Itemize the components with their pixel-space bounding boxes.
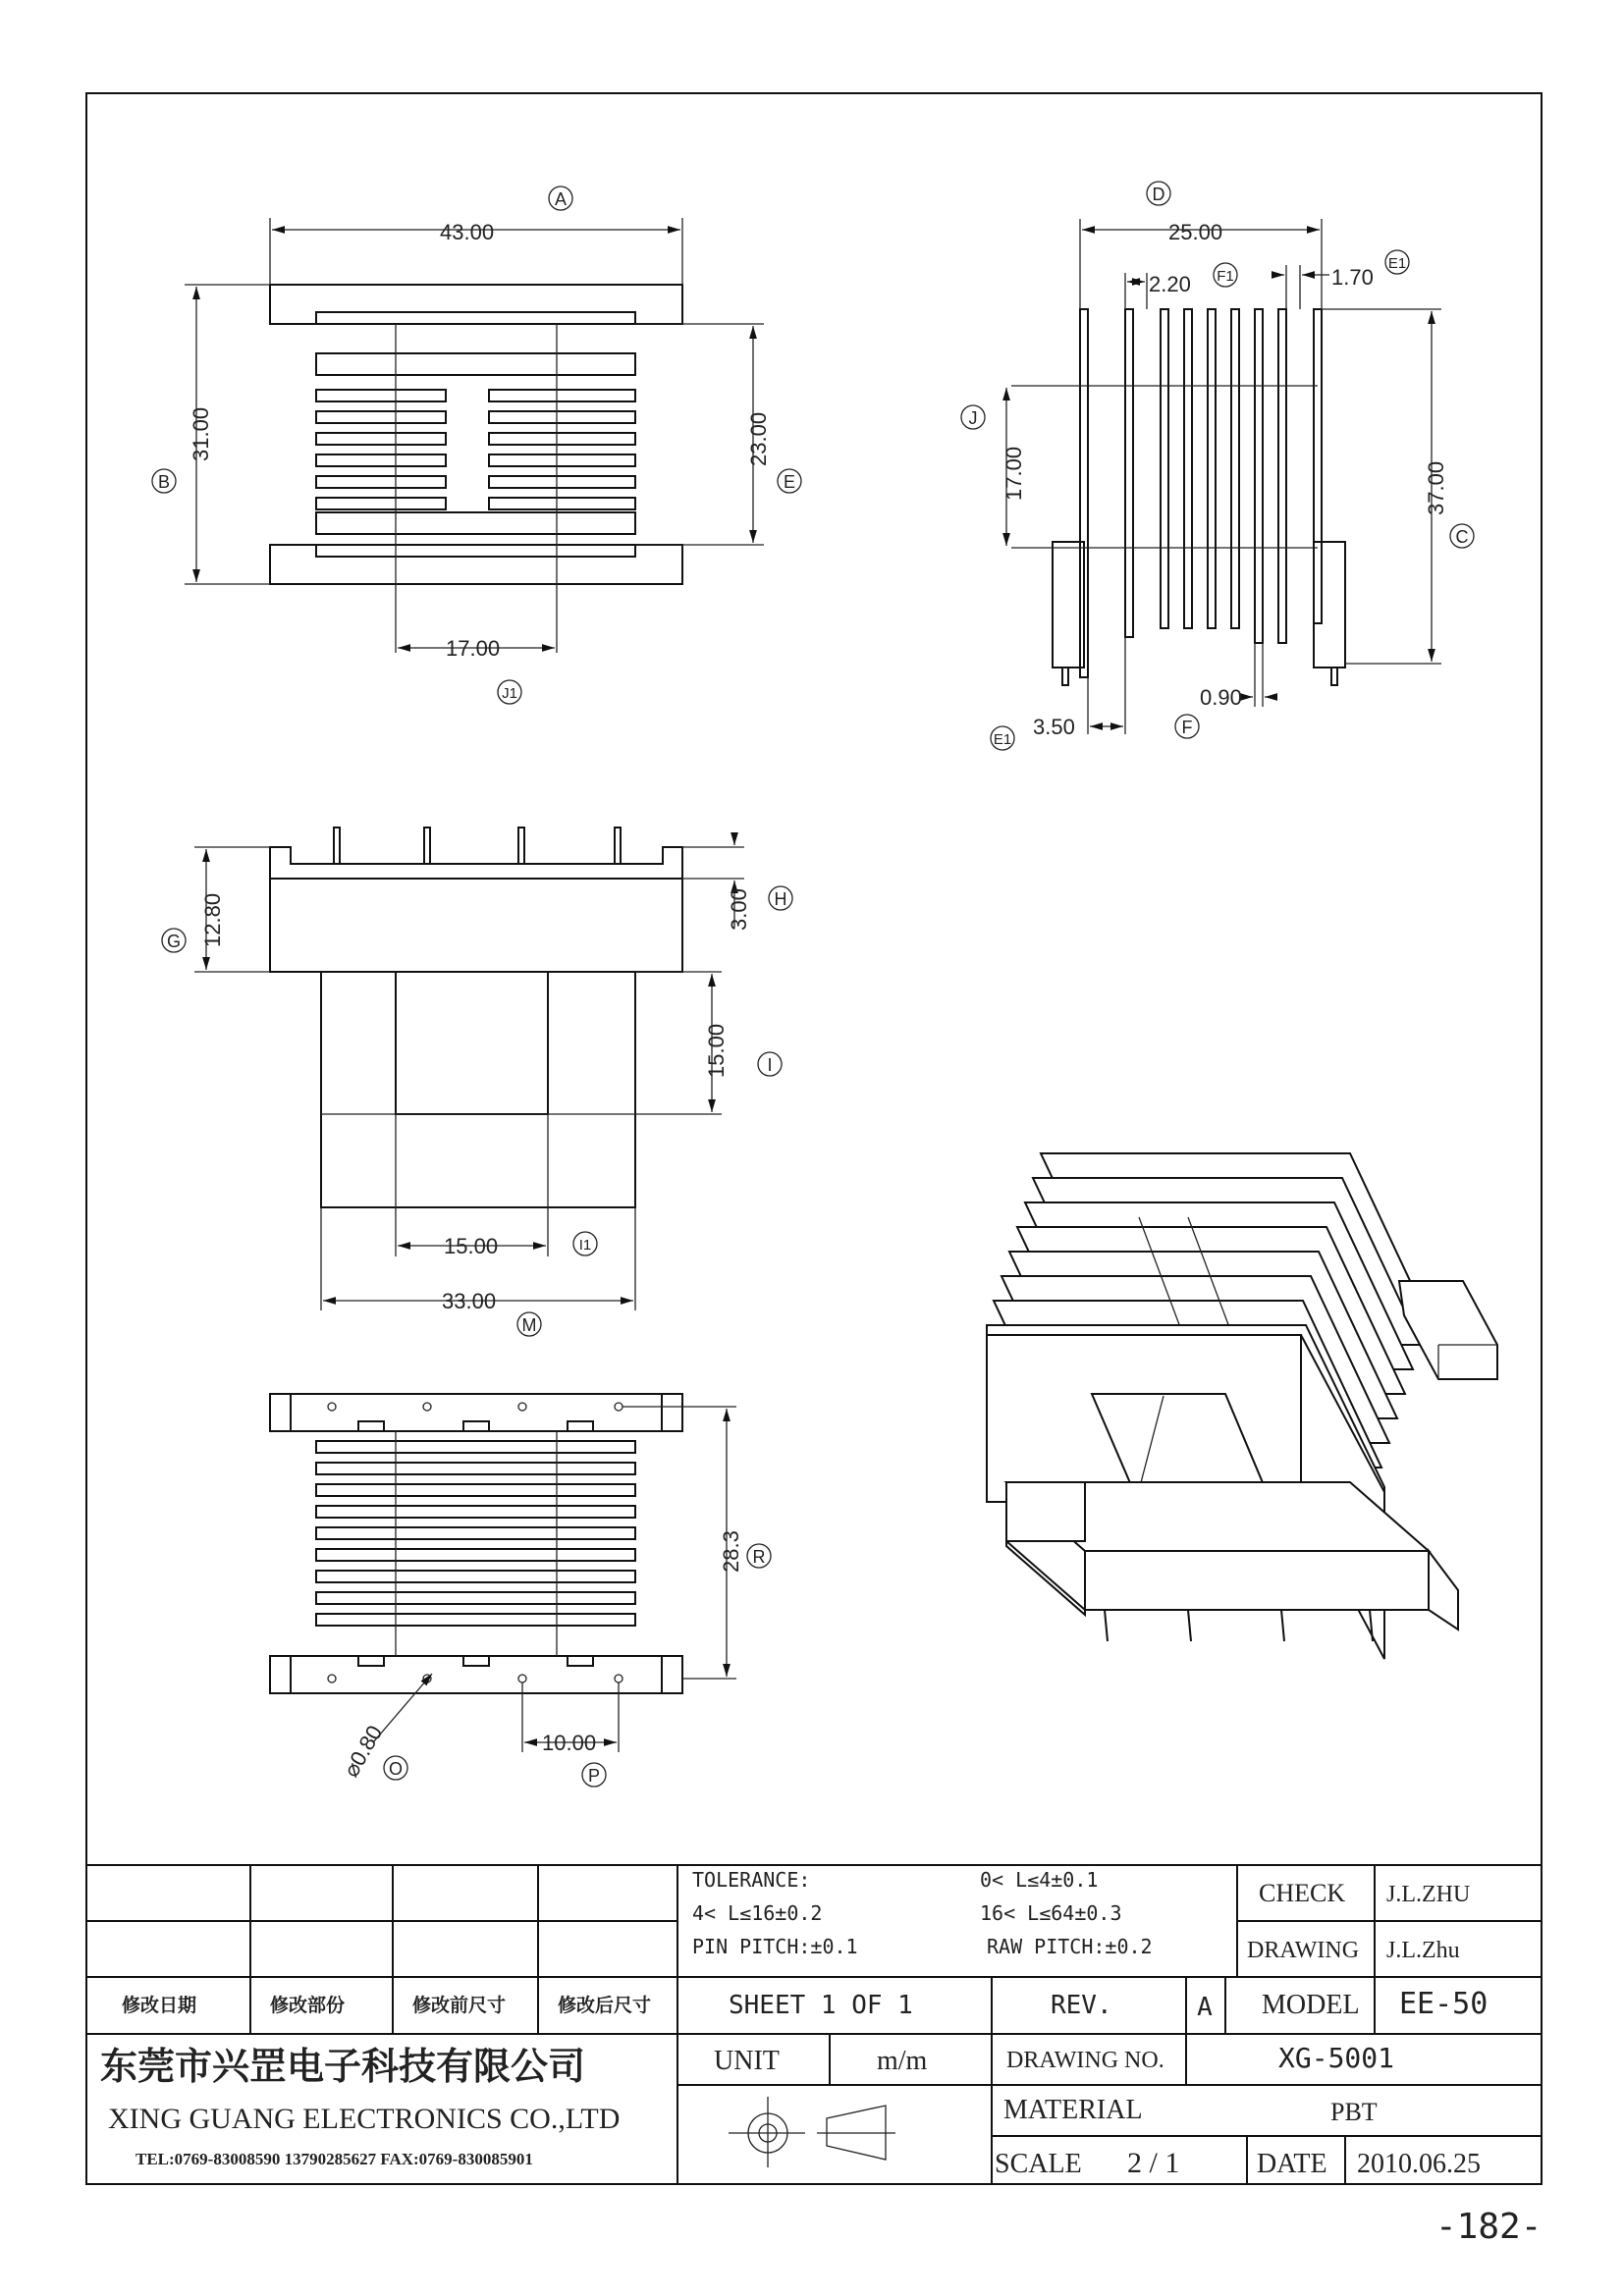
label-I1: I1 [578, 1237, 592, 1254]
dim-P: 10.00 [542, 1731, 597, 1755]
page-number: -182- [1435, 2207, 1543, 2247]
dim-H: 3.00 [727, 888, 751, 931]
company-contact: TEL:0769-83008590 13790285627 FAX:0769-830085901 [135, 2150, 533, 2168]
dim-C: 37.00 [1424, 460, 1448, 515]
dim-D: 25.00 [1168, 220, 1223, 244]
dim-J1: 17.00 [446, 636, 501, 661]
label-O: O [388, 1759, 404, 1779]
dim-I: 15.00 [704, 1023, 729, 1078]
label-D: D [1152, 185, 1165, 204]
dim-A: 43.00 [440, 220, 495, 244]
pin-pitch: PIN PITCH:±0.1 [692, 1935, 858, 1958]
dim-I1: 15.00 [444, 1234, 499, 1258]
dim-B: 31.00 [189, 406, 213, 461]
side-view [961, 182, 1474, 750]
label-E1-bottom: E1 [993, 731, 1012, 748]
tolerance-range-3: 16< L≤64±0.3 [980, 1901, 1122, 1925]
label-E1-top: E1 [1387, 255, 1407, 272]
rev-header-after: 修改后尺寸 [558, 1995, 652, 2016]
label-P: P [587, 1766, 601, 1786]
dim-R: 28.3 [719, 1530, 743, 1573]
rev-label: REV. [1051, 1991, 1112, 2020]
material-label: MATERIAL [1003, 2095, 1143, 2125]
label-G: G [166, 932, 182, 951]
label-H: H [774, 889, 787, 909]
model-value: EE-50 [1399, 1987, 1489, 2021]
label-M: M [521, 1315, 537, 1335]
raw-pitch: RAW PITCH:±0.2 [987, 1935, 1153, 1958]
label-F: F [1181, 718, 1193, 737]
dim-F: 0.90 [1200, 685, 1242, 710]
dim-F1: 2.20 [1149, 272, 1191, 296]
label-C: C [1455, 527, 1469, 547]
label-E: E [783, 472, 796, 492]
unit-value: m/m [877, 2046, 928, 2076]
tolerance-range-2: 4< L≤16±0.2 [692, 1901, 823, 1925]
top-view [152, 187, 801, 704]
tolerance-label: TOLERANCE: [692, 1868, 811, 1892]
model-label: MODEL [1262, 1990, 1360, 2020]
drawing-label: DRAWING [1247, 1938, 1360, 1963]
company-name-en: XING GUANG ELECTRONICS CO.,LTD [108, 2103, 621, 2135]
sheet-count: SHEET 1 OF 1 [729, 1991, 913, 2020]
title-block [86, 1865, 1542, 2184]
check-value: J.L.ZHU [1386, 1882, 1471, 1907]
label-F1: F1 [1217, 268, 1234, 285]
bottom-view [270, 1394, 771, 1787]
label-R: R [752, 1547, 766, 1567]
dim-E1-top: 1.70 [1331, 265, 1374, 290]
dim-J: 17.00 [1001, 446, 1026, 501]
tolerance-range-1: 0< L≤4±0.1 [980, 1868, 1099, 1892]
rev-header-before: 修改前尺寸 [412, 1995, 507, 2016]
date-label: DATE [1257, 2149, 1327, 2179]
drawing-value: J.L.Zhu [1386, 1938, 1460, 1963]
label-A: A [554, 189, 568, 209]
company-name-cn: 东莞市兴罡电子科技有限公司 [100, 2045, 586, 2088]
rev-header-part: 修改部份 [270, 1995, 346, 2016]
front-view [162, 828, 792, 1336]
scale-label: SCALE [995, 2149, 1082, 2179]
dim-O: ⌀0.80 [338, 1721, 388, 1782]
dim-M: 33.00 [442, 1289, 497, 1313]
scale-value: 2 / 1 [1127, 2147, 1180, 2179]
drawing-no-value: XG-5001 [1278, 2042, 1395, 2074]
projection-symbol-icon [729, 2097, 895, 2167]
material-value: PBT [1330, 2098, 1378, 2126]
label-J1: J1 [502, 685, 517, 702]
sheet-border [86, 93, 1542, 2184]
label-J: J [968, 408, 978, 428]
unit-label: UNIT [714, 2046, 780, 2076]
dim-E: 23.00 [746, 411, 771, 466]
isometric-view [987, 1153, 1497, 1659]
dim-G: 12.80 [200, 892, 225, 947]
dim-E1-bottom: 3.50 [1033, 715, 1075, 739]
rev-value: A [1197, 1993, 1213, 2022]
rev-header-date: 修改日期 [122, 1995, 197, 2016]
drawing-no-label: DRAWING NO. [1006, 2048, 1164, 2073]
label-I: I [767, 1055, 773, 1075]
label-B: B [157, 472, 171, 492]
check-label: CHECK [1259, 1879, 1346, 1907]
date-value: 2010.06.25 [1357, 2149, 1481, 2179]
